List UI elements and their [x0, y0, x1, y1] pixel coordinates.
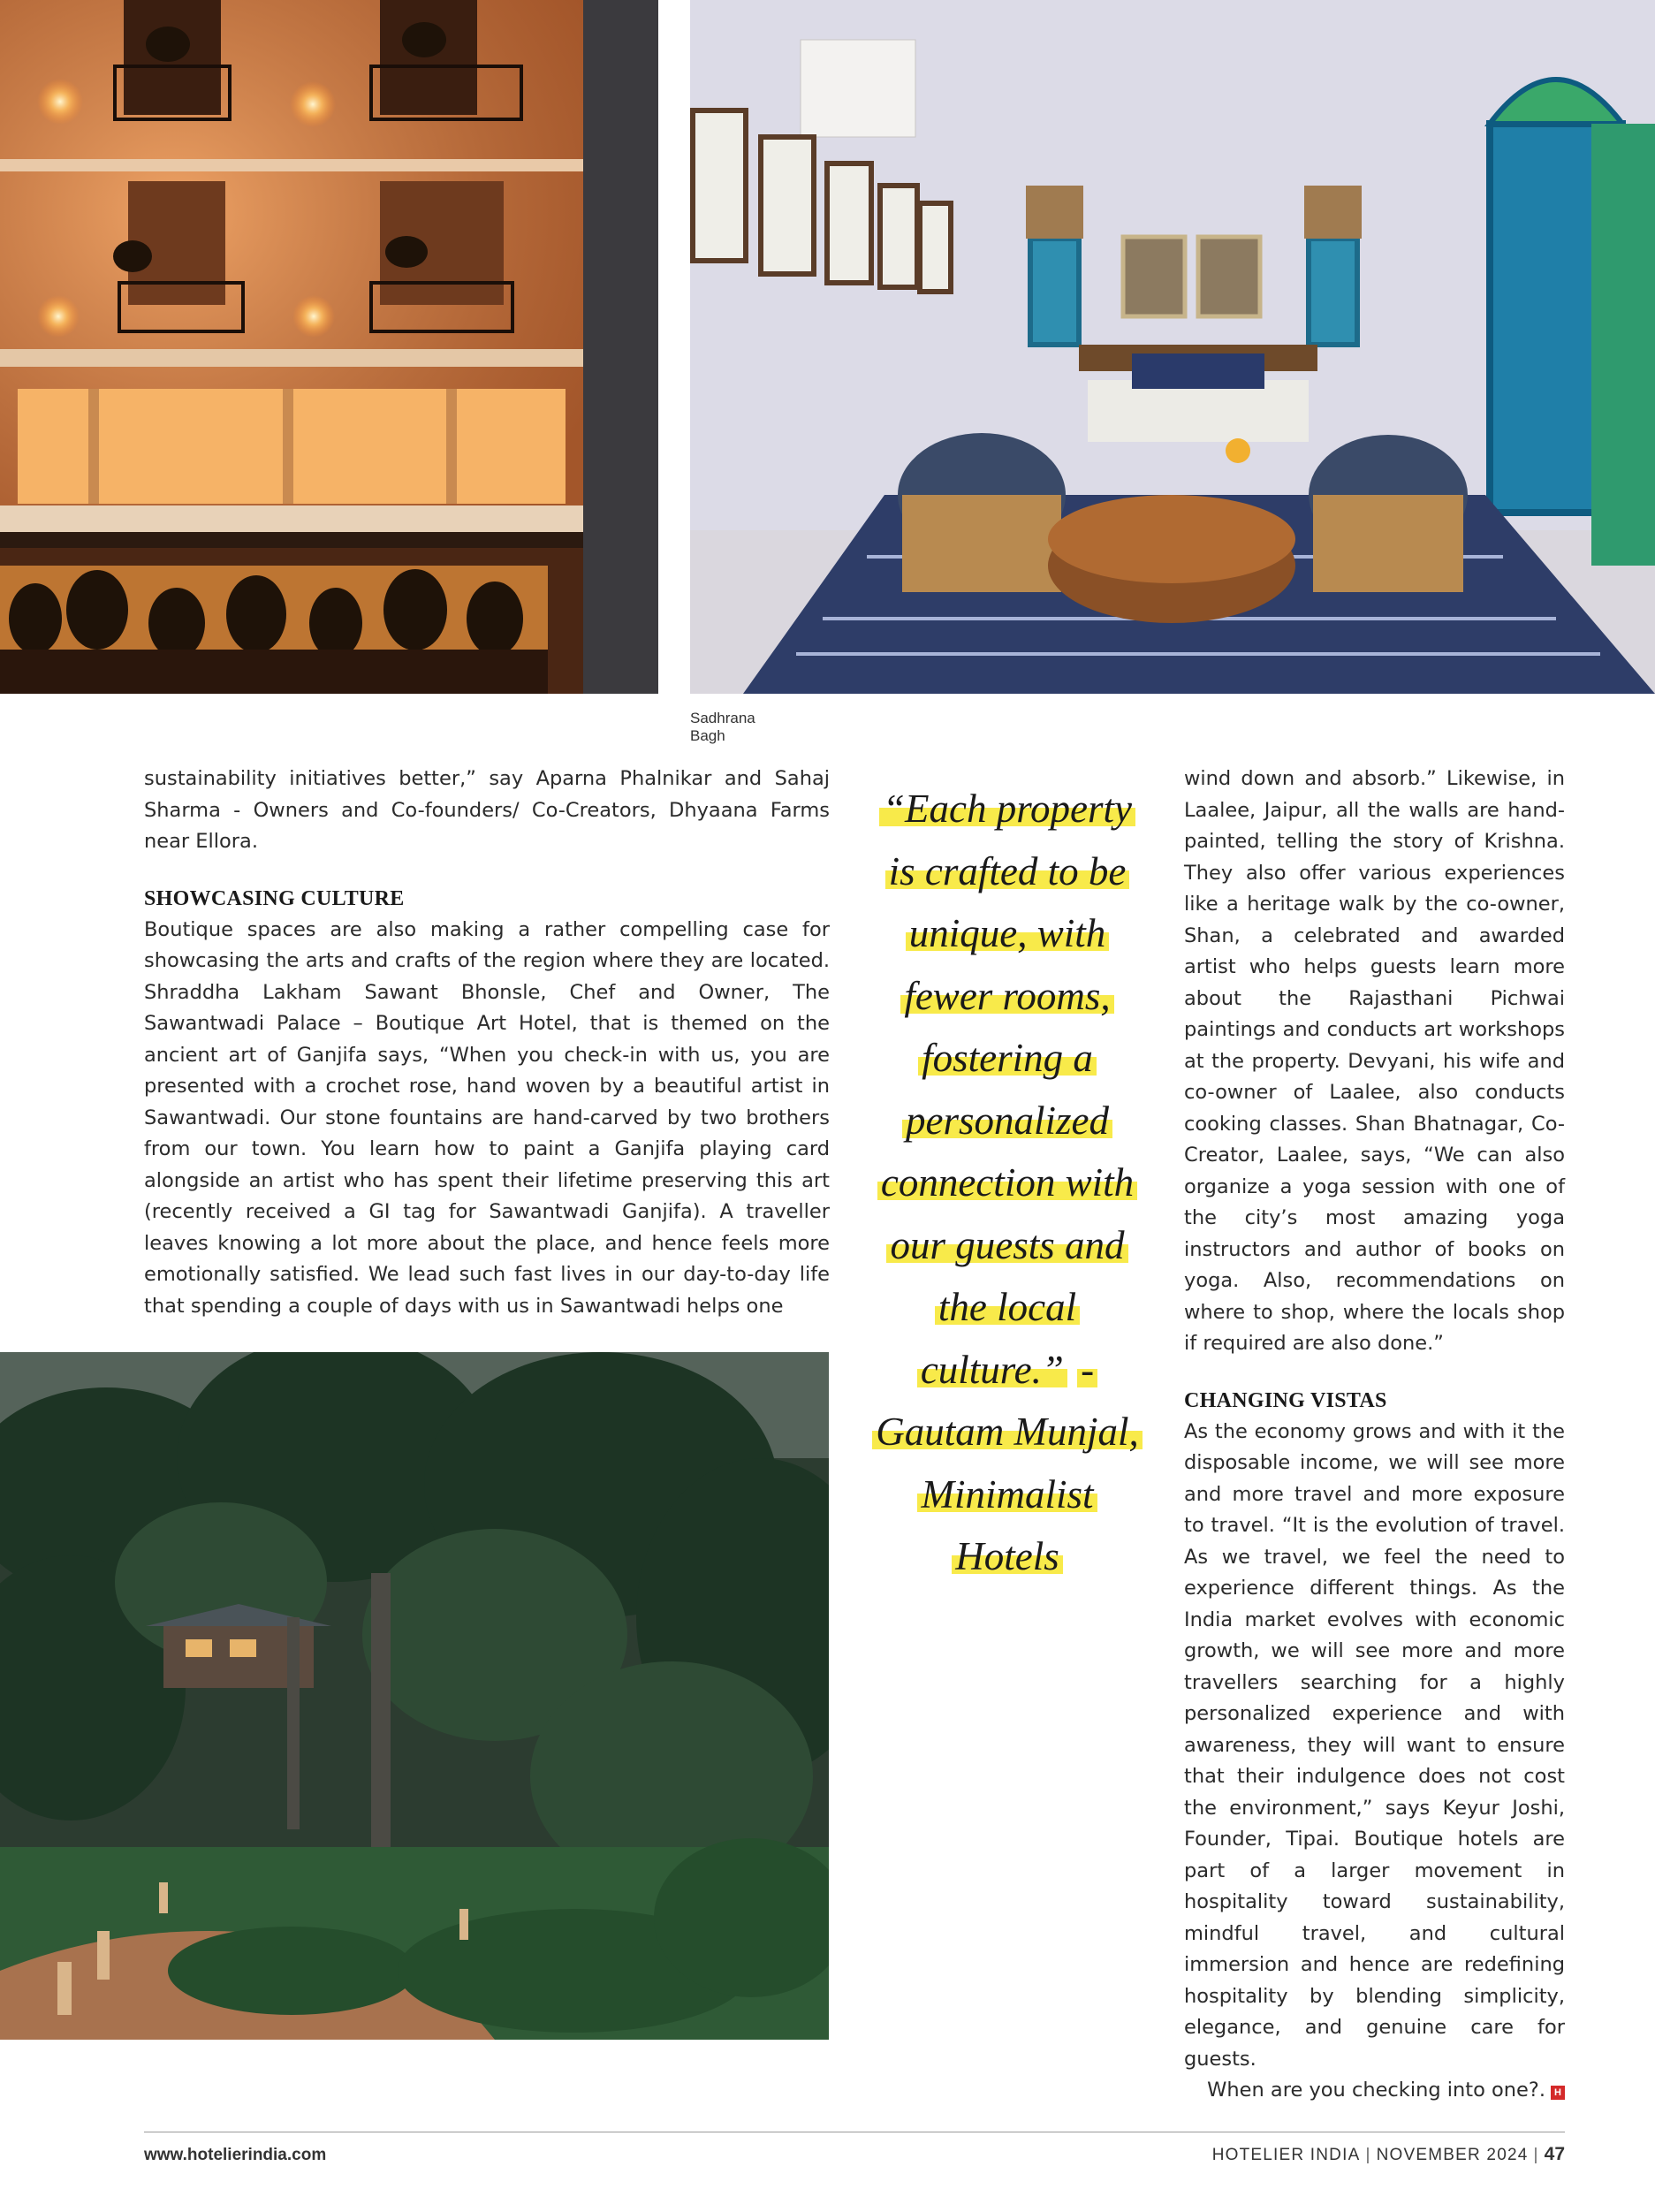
issue-date: NOVEMBER 2024 — [1376, 2146, 1529, 2164]
footer-issue-info — [1212, 2144, 1565, 2165]
footer-separator: | — [1365, 2146, 1371, 2164]
showcasing-culture-paragraph: Boutique spaces are also making a rather compelling case for showcasing the arts and crafts of the region where they are located. Shraddha Lakham Sawant Bhonsle, Chef and Owner, The Sawantwadi Palace – Boutique Art Hotel, that is themed on the ancient art of Ganjifa says, “When you check-in with us, you are presented with a crochet rose, hand woven by a beautiful artist in Sawantwadi. Our stone fountains are hand-carved by two brothers from our town. You learn how to paint a Ganjifa playing card alongside an artist who has spent their lifetime preserving this art (recently received a GI tag for Sawantwadi Ganjifa). A traveller leaves knowing a lot more about the place, and hence feels more emotionally satisfied. We lead such fast lives in our day-to-day life that spending a couple of days with us in Sawantwadi helps one — [144, 917, 830, 1318]
hotel-facade-illustration — [0, 0, 658, 694]
section-heading-showcasing-culture: SHOWCASING CULTURE — [144, 886, 405, 910]
bedroom-illustration — [690, 0, 1655, 694]
closing-question: When are you checking into one?. — [1207, 2079, 1545, 2102]
changing-vistas-paragraph: As the economy grows and with it the disposable income, we will see more and more travel and more exposure to travel. “It is the evolution of travel. As we travel, we feel the need to experience different things. As the India market evolves with economic growth, we will see more and more travellers searching for a highly personalized experience and with awareness, they will want to ensure that their indulgence does not cost the environment,” says Keyur Joshi, Founder, Tipai. Boutique hotels are part of a larger movement in hospitality toward sustainability, mindful travel, and cultural immersion and hence are redefining hospitality by blending simplicity, elegance, and genuine care for guests. — [1184, 1419, 1565, 2071]
pull-quote — [870, 778, 1144, 1588]
forest-resort-photo — [0, 1352, 829, 2040]
pull-quote-attribution: - Gautam Munjal, Minimalist Hotels — [872, 1348, 1143, 1579]
publication-name: HOTELIER INDIA — [1211, 2146, 1361, 2164]
closing-line — [1184, 2075, 1565, 2107]
footer-website-link[interactable]: www.hotelierindia.com — [144, 2146, 327, 2164]
photo-caption: Sadhrana Bagh — [690, 710, 755, 744]
pull-quote-text: “Each property is crafted to be unique, with fewer rooms, fostering a personalized connection with our guests and the local culture.” — [877, 787, 1137, 1392]
bedroom-photo — [690, 0, 1655, 694]
laalee-paragraph: wind down and absorb.” Likewise, in Laalee, Jaipur, all the walls are hand-painted, telling the story of Krishna. They also offer various experiences like a heritage walk by the co-owner, Shan, a celebrated and awarded artist who helps guests learn more about the Rajasthani Pichwai paintings and conducts art workshops at the property. Devyani, his wife and co-owner of Laalee, also conducts cooking classes. Shan Bhatnagar, Co-Creator, Laalee, says, “We can also organize a yoga session with one of the city’s most amazing yoga instructors and author of books on yoga. Also, recommendations on where to shop, where the locals shop if required are also done.” — [1184, 767, 1565, 1355]
forest-resort-illustration — [0, 1352, 829, 2040]
end-of-article-mark-icon: H — [1551, 2086, 1565, 2100]
right-text-column — [1184, 764, 1565, 2107]
hotel-facade-photo — [0, 0, 658, 694]
intro-paragraph: sustainability initiatives better,” say Aparna Phalnikar and Sahaj Sharma - Owners and Co-founders/ Co-Creators, Dhyaana Farms near Ellora. — [144, 767, 830, 853]
page-number: 47 — [1544, 2144, 1565, 2164]
left-text-column — [144, 764, 830, 1322]
section-heading-changing-vistas: CHANGING VISTAS — [1184, 1388, 1387, 1412]
footer-separator-2: | — [1533, 2146, 1539, 2164]
